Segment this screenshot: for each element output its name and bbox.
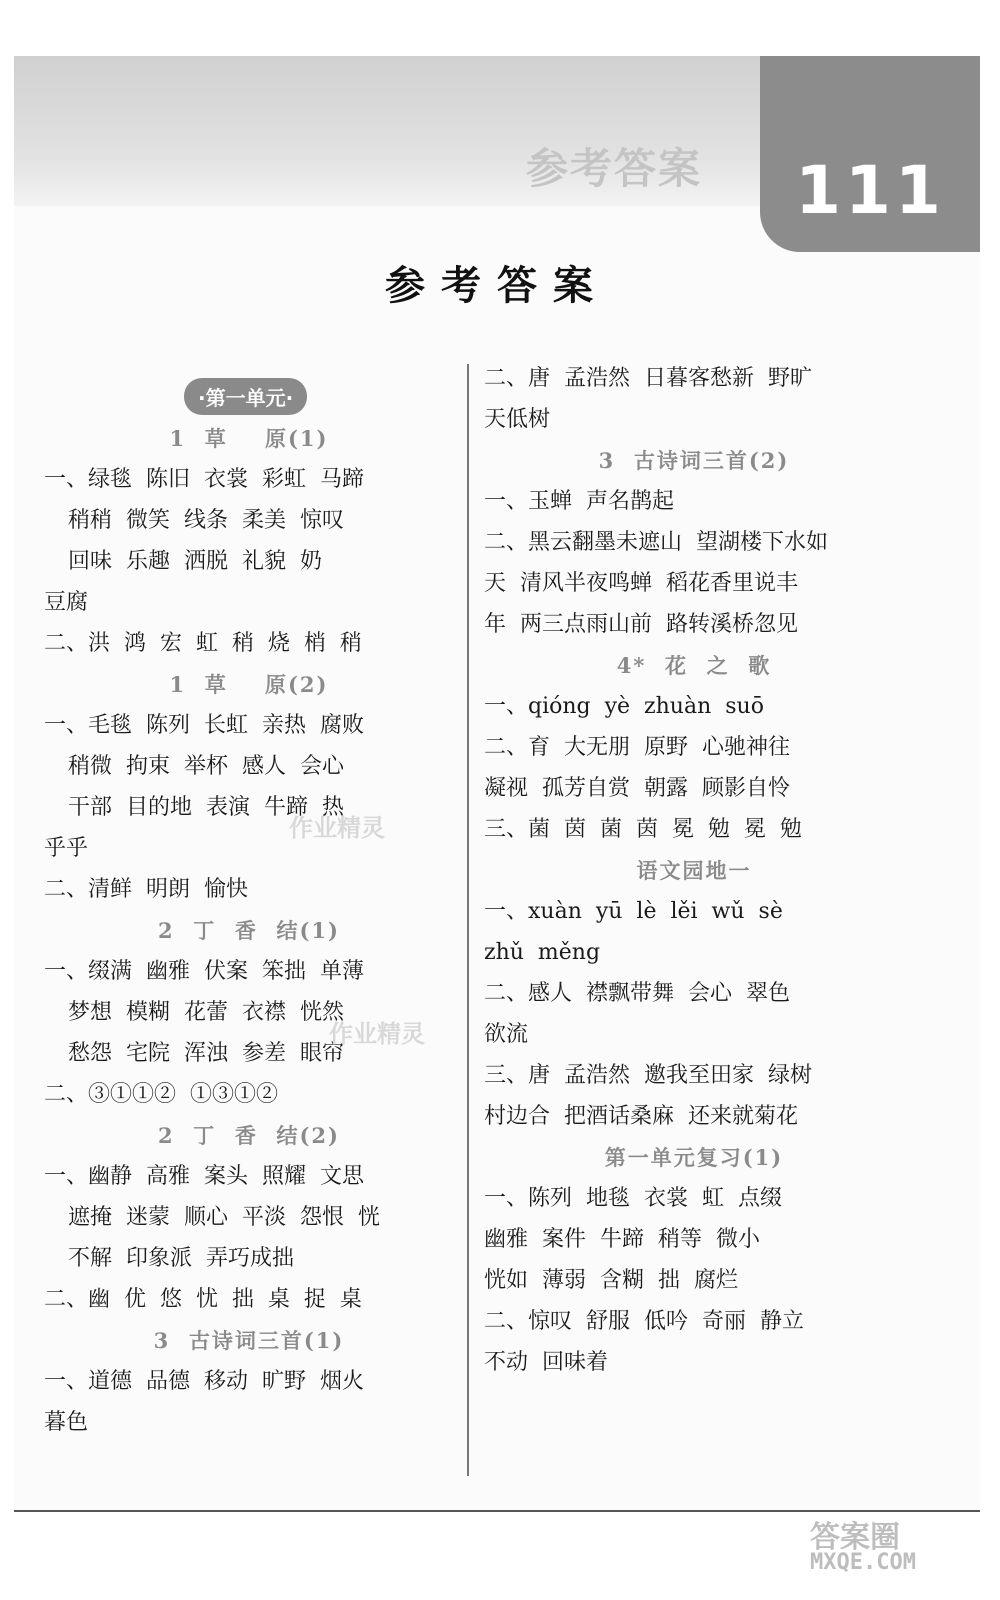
header-label: 参考答案 [526,144,703,193]
section-heading: 2 丁 香 结(1) [158,918,340,943]
answer-line: 一、qióng yè zhuàn suō [484,694,764,719]
corner-logo: 答案圈 [810,1520,900,1555]
answer-line: 豆腐 [44,590,89,615]
answer-line: 愁怨 宅院 浑浊 参差 眼帘 [68,1041,344,1066]
section-heading: 2 丁 香 结(2) [158,1123,340,1148]
answer-line: 欲流 [484,1022,529,1047]
answer-line: 二、唐 孟浩然 日暮客愁新 野旷 [484,366,812,391]
answer-line: 凝视 孤芳自赏 朝露 顾影自怜 [484,776,790,801]
answer-line: 村边合 把酒话桑麻 还来就菊花 [484,1104,798,1129]
answer-line: 二、黑云翻墨未遮山 望湖楼下水如 [484,530,828,555]
left-column [44,358,454,1443]
page-number-tab [760,56,980,252]
answer-line: 干部 目的地 表演 牛蹄 热 [68,795,344,820]
answer-line: 二、感人 襟飘带舞 会心 翠色 [484,981,790,1006]
section-heading: 3 古诗词三首(2) [598,448,790,473]
unit-badge: ·第一单元· [184,378,307,415]
answer-line: 不解 印象派 弄巧成拙 [68,1246,294,1271]
answer-line: 二、洪 鸿 宏 虹 稍 烧 梢 稍 [44,631,362,656]
answer-line: 稍稍 微笑 线条 柔美 惊叹 [68,508,344,533]
answer-line: 二、幽 优 悠 忧 拙 桌 捉 桌 [44,1287,362,1312]
answer-line: 一、幽静 高雅 案头 照耀 文思 [44,1164,364,1189]
section-heading: 语文园地一 [636,858,752,883]
section-heading: 4* 花 之 歌 [616,653,772,678]
page-title: 参考答案 [385,262,609,309]
answer-line: 不动 回味着 [484,1350,608,1375]
answer-line: 二、③①①② ①③①② [44,1082,278,1107]
answer-line: 三、菌 茵 菌 茵 冕 勉 冕 勉 [484,817,802,842]
right-column [484,358,904,1383]
answer-line: 一、毛毯 陈列 长虹 亲热 腐败 [44,713,364,738]
answer-line: 一、绿毯 陈旧 衣裳 彩虹 马蹄 [44,467,364,492]
section-heading: 第一单元复习(1) [604,1145,784,1170]
answer-line: 稍微 拘束 举杯 感人 会心 [68,754,344,779]
corner-url: MXQE.COM [810,1550,916,1575]
section-heading: 1 草 原(1) [169,426,329,451]
answer-line: 一、缀满 幽雅 伏案 笨拙 单薄 [44,959,364,984]
answer-line: 暮色 [44,1410,89,1435]
answer-line: 二、惊叹 舒服 低吟 奇丽 静立 [484,1309,804,1334]
page-sheet [14,56,980,1512]
watermark: 作业精灵 [329,1020,425,1048]
answer-line: 一、道德 品德 移动 旷野 烟火 [44,1369,364,1394]
answer-line: zhǔ měng [484,940,601,965]
column-divider [467,364,469,1476]
answer-line: 遮掩 迷蒙 顺心 平淡 怨恨 恍 [68,1205,380,1230]
answer-line: 回味 乐趣 洒脱 礼貌 奶 [68,549,322,574]
answer-line: 乎乎 [44,836,89,861]
answer-line: 恍如 薄弱 含糊 拙 腐烂 [484,1268,738,1293]
answer-line: 一、xuàn yū lè lěi wǔ sè [484,899,783,924]
answer-line: 一、玉蝉 声名鹊起 [484,489,674,514]
answer-line: 天低树 [484,407,551,432]
page-number: 111 [795,152,945,229]
section-heading: 1 草 原(2) [169,672,329,697]
answer-line: 年 两三点雨山前 路转溪桥忽见 [484,612,798,637]
answer-line: 天 清风半夜鸣蝉 稻花香里说丰 [484,571,798,596]
answer-line: 梦想 模糊 花蕾 衣襟 恍然 [68,1000,344,1025]
answer-line: 三、唐 孟浩然 邀我至田家 绿树 [484,1063,812,1088]
answer-line: 一、陈列 地毯 衣裳 虹 点缀 [484,1186,782,1211]
answer-line: 幽雅 案件 牛蹄 稍等 微小 [484,1227,760,1252]
watermark: 作业精灵 [289,814,385,842]
section-heading: 3 古诗词三首(1) [153,1328,345,1353]
answer-line: 二、清鲜 明朗 愉快 [44,877,248,902]
answer-line: 二、育 大无朋 原野 心驰神往 [484,735,790,760]
